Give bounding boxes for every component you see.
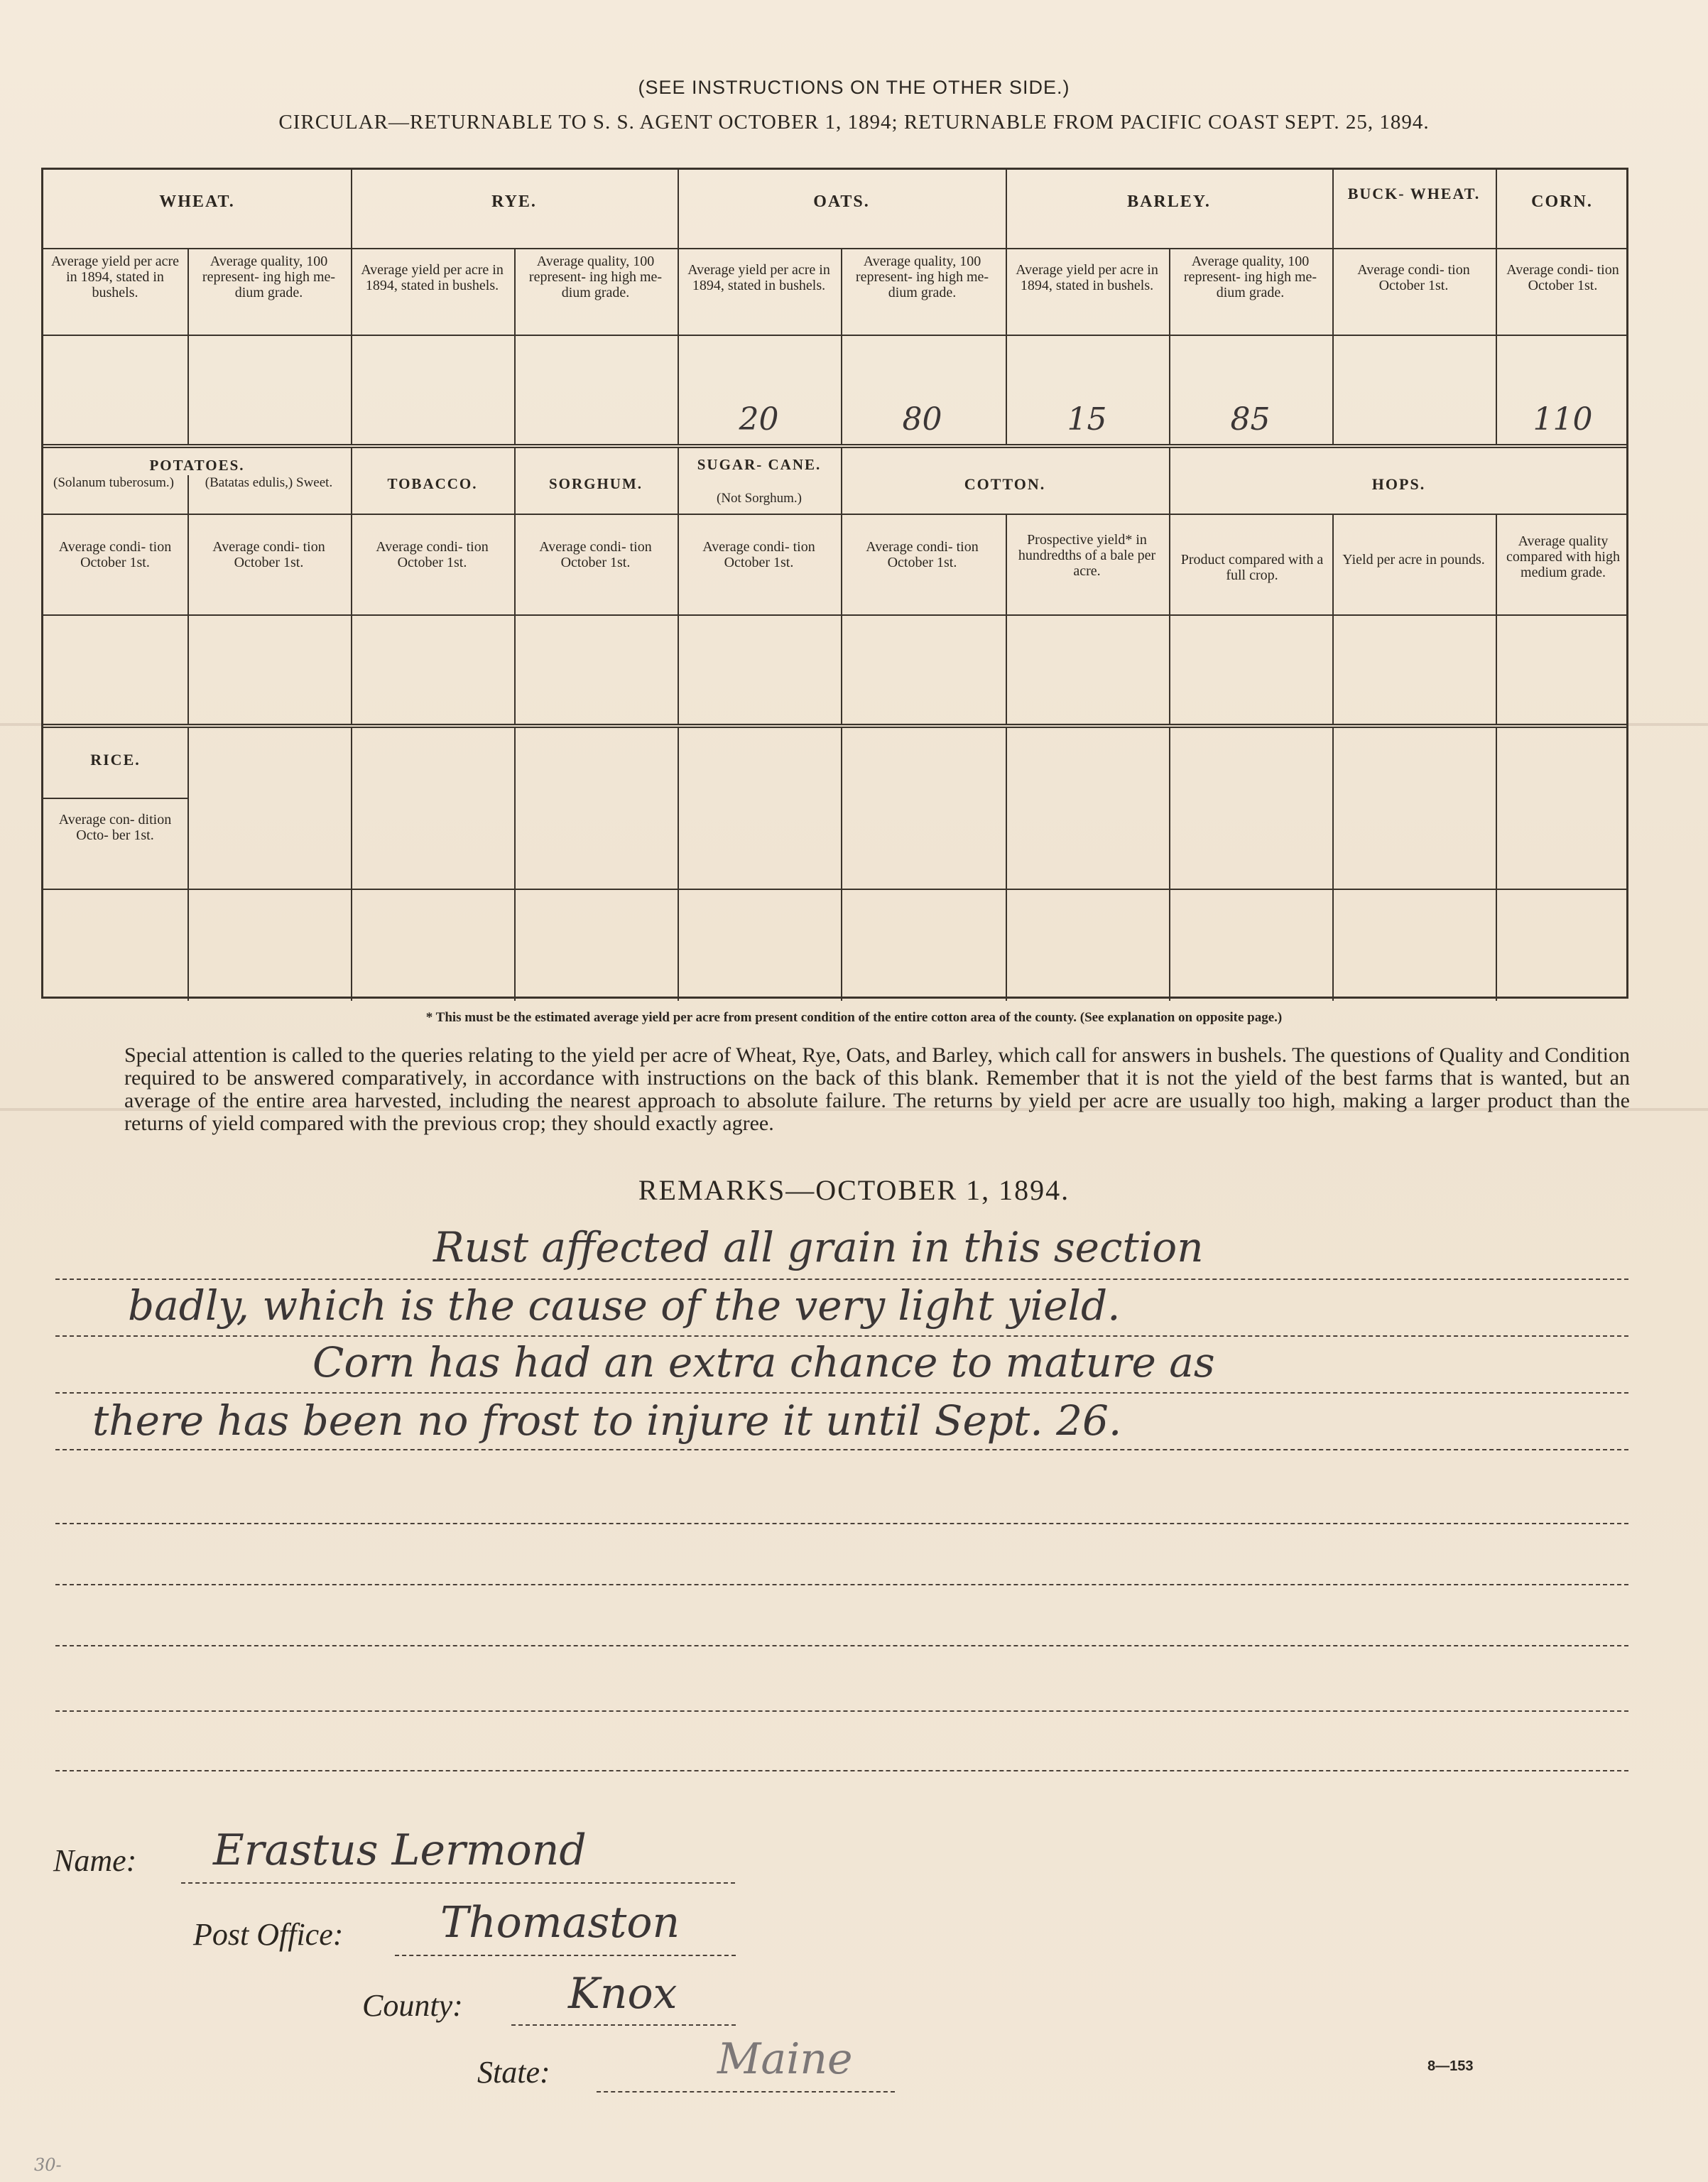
divider	[841, 248, 842, 444]
divider	[841, 448, 842, 724]
divider	[187, 728, 189, 1001]
remark-line-4: there has been no frost to injure it until Sept. 26.	[92, 1396, 1122, 1445]
irish-potato-condition-header: Average condi- tion October 1st.	[58, 539, 172, 570]
divider	[187, 475, 189, 724]
remarks-rule	[55, 1279, 1628, 1280]
divider	[1169, 448, 1170, 724]
wheat-quality-header: Average quality, 100 represent- ing high me- dium grade.	[202, 254, 336, 300]
divider	[1332, 170, 1334, 444]
divider	[1496, 170, 1497, 444]
barley-yield-header: Average yield per acre in 1894, stated in bushels.	[1016, 262, 1158, 293]
rice-heading: RICE.	[90, 751, 141, 769]
form-number: 8—153	[1427, 2058, 1474, 2074]
section-divider	[43, 724, 1626, 728]
state-rule	[597, 2091, 895, 2093]
name-label: Name:	[53, 1843, 137, 1878]
buckwheat-condition-header: Average condi- tion October 1st.	[1357, 262, 1470, 293]
county-label: County:	[362, 1988, 463, 2023]
instructions-note: (SEE INSTRUCTIONS ON THE OTHER SIDE.)	[638, 77, 1070, 98]
oats-quality-value: 80	[902, 401, 942, 438]
divider	[678, 728, 679, 1001]
divider	[43, 889, 1628, 890]
corn-condition-header: Average condi- tion October 1st.	[1506, 262, 1619, 293]
divider	[1332, 514, 1334, 724]
hops-yield-header: Yield per acre in pounds.	[1342, 552, 1485, 568]
divider	[678, 170, 679, 444]
barley-quality-header: Average quality, 100 represent- ing high me- dium grade.	[1183, 254, 1317, 300]
divider	[43, 614, 1628, 616]
divider	[351, 170, 352, 444]
sugarcane-heading: SUGAR- CANE.	[697, 456, 822, 473]
divider	[514, 448, 516, 724]
county-value: Knox	[568, 1969, 678, 2019]
state-value: Maine	[717, 2034, 853, 2084]
rye-heading: RYE.	[491, 192, 537, 211]
divider	[43, 248, 1628, 249]
sweet-potato-condition-header: Average condi- tion October 1st.	[212, 539, 325, 570]
cotton-condition-header: Average condi- tion October 1st.	[866, 539, 979, 570]
divider	[1496, 514, 1497, 724]
irish-potato-label: (Solanum tuberosum.)	[53, 475, 174, 490]
pencil-mark: 30-	[34, 2155, 62, 2175]
divider	[514, 728, 516, 1001]
hops-heading: HOPS.	[1371, 475, 1426, 493]
name-signature: Erastus Lermond	[213, 1825, 587, 1875]
remarks-rule	[55, 1335, 1628, 1337]
remarks-heading: REMARKS—OCTOBER 1, 1894.	[638, 1174, 1070, 1206]
divider	[351, 448, 352, 724]
tobacco-condition-header: Average condi- tion October 1st.	[376, 539, 489, 570]
rye-yield-header: Average yield per acre in 1894, stated in bushels.	[361, 262, 504, 293]
state-label: State:	[477, 2055, 550, 2090]
barley-heading: BARLEY.	[1127, 192, 1211, 211]
divider	[1332, 728, 1334, 1001]
oats-quality-header: Average quality, 100 represent- ing high me- dium grade.	[855, 254, 989, 300]
cotton-heading: COTTON.	[964, 475, 1046, 493]
remarks-rule	[55, 1710, 1628, 1712]
divider	[1006, 728, 1007, 1001]
remark-line-1: Rust affected all grain in this section	[433, 1223, 1204, 1271]
remark-line-2: badly, which is the cause of the very light yield.	[128, 1281, 1121, 1330]
buckwheat-heading: BUCK- WHEAT.	[1347, 185, 1481, 202]
post-office-label: Post Office:	[193, 1917, 344, 1952]
post-office-value: Thomaston	[440, 1898, 680, 1948]
divider	[1006, 514, 1007, 724]
remarks-rule	[55, 1770, 1628, 1771]
oats-yield-value: 20	[739, 401, 779, 438]
remarks-rule	[55, 1392, 1628, 1394]
wheat-heading: WHEAT.	[159, 192, 235, 211]
tobacco-heading: TOBACCO.	[387, 475, 478, 492]
divider	[1006, 170, 1007, 444]
sweet-potato-label: (Batatas edulis,) Sweet.	[205, 475, 333, 490]
divider	[678, 448, 679, 724]
remarks-rule	[55, 1645, 1628, 1646]
divider	[841, 728, 842, 1001]
divider	[514, 248, 516, 444]
barley-quality-value: 85	[1230, 401, 1271, 438]
sorghum-heading: SORGHUM.	[548, 475, 643, 492]
special-attention-notice: Special attention is called to the queries relating to the yield per acre of Wheat, Rye, Oats, and Barley, which call for answers in bushels. The questions of Quality and Condition required to be answered comparatively, in accordance with instructions on the back of this blank. Remember that it is not the yield of the best farms that is wanted, but an average of the entire area harvested, including the nearest approach to absolute failure. The returns by yield per acre are usually too high, making a larger product than the returns of yield compared with the previous crop; they should exactly agree.	[124, 1043, 1630, 1135]
oats-heading: OATS.	[813, 192, 870, 211]
divider	[351, 728, 352, 1001]
section-divider	[43, 444, 1626, 448]
wheat-yield-header: Average yield per acre in 1894, stated in bushels.	[50, 254, 180, 300]
oats-yield-header: Average yield per acre in 1894, stated in bushels.	[687, 262, 830, 293]
sugarcane-condition-header: Average condi- tion October 1st.	[702, 539, 815, 570]
rice-condition-header: Average con- dition Octo- ber 1st.	[58, 812, 172, 843]
divider	[187, 248, 189, 444]
divider	[43, 335, 1628, 336]
rye-quality-header: Average quality, 100 represent- ing high me- dium grade.	[528, 254, 663, 300]
divider	[43, 798, 187, 799]
remarks-rule	[55, 1449, 1628, 1450]
cotton-yield-header: Prospective yield* in hundredths of a bale per acre.	[1018, 532, 1156, 579]
circular-title: CIRCULAR—RETURNABLE TO S. S. AGENT OCTOBER 1, 1894; RETURNABLE FROM PACIFIC COAST SEPT. 25, 1894.	[278, 111, 1430, 134]
barley-yield-value: 15	[1067, 401, 1107, 438]
post-office-rule	[395, 1955, 736, 1956]
remark-line-3: Corn has had an extra chance to mature as	[312, 1338, 1215, 1386]
divider	[1169, 248, 1170, 444]
remarks-rule	[55, 1584, 1628, 1585]
divider	[1496, 728, 1497, 1001]
hops-product-header: Product compared with a full crop.	[1180, 552, 1324, 583]
name-rule	[181, 1882, 735, 1884]
sugarcane-note: (Not Sorghum.)	[717, 491, 802, 506]
divider	[1169, 728, 1170, 1001]
remarks-rule	[55, 1523, 1628, 1524]
sorghum-condition-header: Average condi- tion October 1st.	[539, 539, 652, 570]
crop-report-table	[41, 168, 1628, 999]
hops-quality-header: Average quality compared with high medium grade.	[1506, 533, 1620, 580]
potatoes-heading: POTATOES.	[149, 457, 245, 474]
corn-heading: CORN.	[1531, 192, 1593, 211]
corn-condition-value: 110	[1533, 401, 1593, 438]
cotton-footnote: * This must be the estimated average yield per acre from present condition of the entire cotton area of the county. (See explanation on opposite page.)	[425, 1010, 1283, 1025]
divider	[43, 514, 1628, 515]
county-rule	[511, 2024, 736, 2026]
